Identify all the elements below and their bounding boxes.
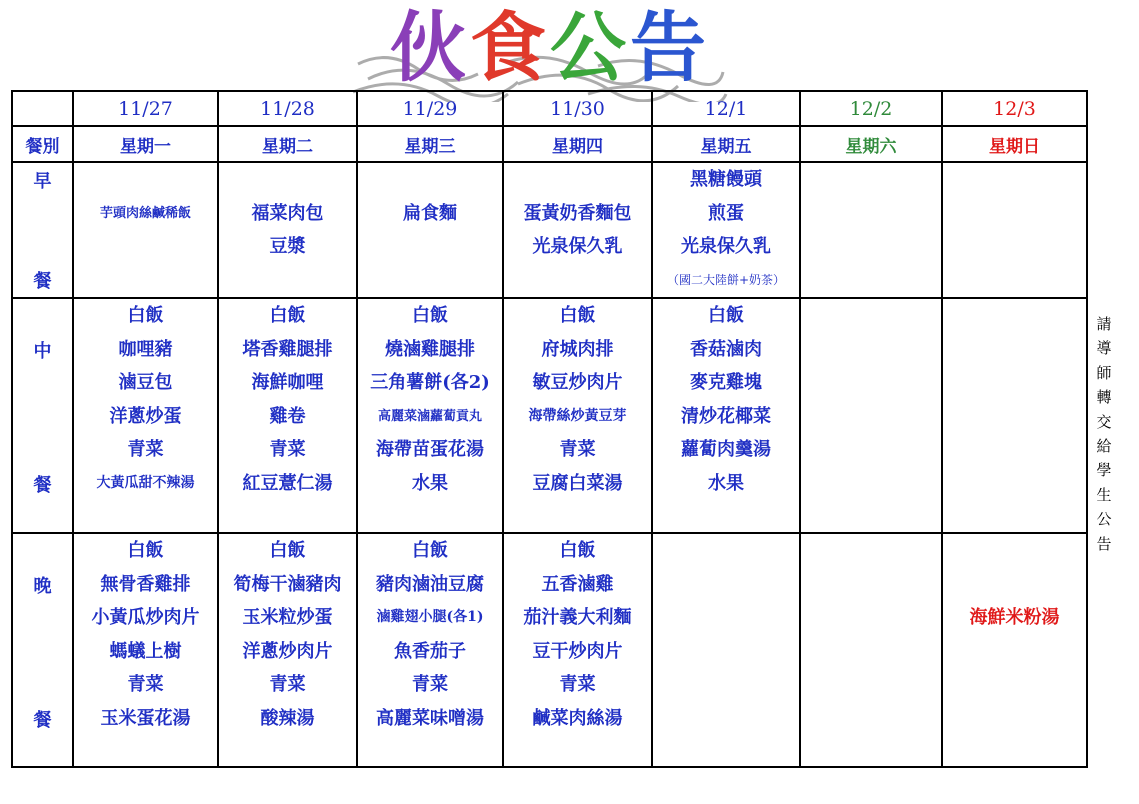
title-char: 食 bbox=[470, 3, 550, 92]
dinner-row bbox=[12, 533, 1087, 767]
menu-item: 洋蔥炒蛋 bbox=[109, 405, 182, 427]
menu-item: 豆腐白菜湯 bbox=[532, 472, 623, 494]
menu-cell-fri bbox=[652, 162, 800, 298]
menu-item: 燒滷雞腿排 bbox=[385, 338, 475, 360]
side-note-char: 學 bbox=[1096, 461, 1112, 480]
menu-cell-thu bbox=[503, 298, 652, 533]
menu-item: 麥克雞塊 bbox=[690, 372, 762, 393]
side-note-char: 告 bbox=[1096, 534, 1112, 553]
meal-schedule-table bbox=[11, 90, 1088, 768]
menu-item: 黑糖饅頭 bbox=[690, 169, 762, 190]
menu-item: 豆干炒肉片 bbox=[532, 640, 623, 662]
date-cell: 11/28 bbox=[218, 91, 357, 126]
breakfast-row bbox=[12, 162, 1087, 298]
menu-item: 茄汁義大利麵 bbox=[523, 607, 632, 628]
menu-item: 玉米蛋花湯 bbox=[100, 707, 191, 729]
menu-item-sunday-dinner: 海鮮米粉湯 bbox=[969, 607, 1060, 628]
meal-label-top: 晚 bbox=[33, 576, 52, 597]
corner-cell bbox=[12, 91, 73, 126]
menu-item: 塔香雞腿排 bbox=[242, 338, 333, 360]
menu-item: 芋頭肉絲鹹稀飯 bbox=[99, 205, 191, 221]
menu-cell-mon bbox=[73, 162, 218, 298]
menu-cell-sun bbox=[942, 298, 1087, 533]
side-note-char: 公 bbox=[1096, 510, 1112, 529]
side-note-char: 請 bbox=[1096, 315, 1112, 333]
menu-item bbox=[74, 163, 217, 197]
menu-item: 咖哩豬 bbox=[118, 338, 173, 360]
menu-item: 雞卷 bbox=[269, 405, 306, 427]
menu-cell-wed bbox=[357, 162, 503, 298]
menu-item: 豆漿 bbox=[269, 236, 306, 257]
meal-label-dinner bbox=[12, 533, 73, 767]
menu-cell-sat bbox=[800, 298, 942, 533]
menu-cell-fri bbox=[652, 298, 800, 533]
menu-item bbox=[943, 568, 1086, 602]
menu-item: 小黃瓜炒肉片 bbox=[91, 607, 200, 628]
menu-item-note: （國二大陸餅+奶茶） bbox=[666, 272, 786, 287]
menu-cell-sun bbox=[942, 162, 1087, 298]
menu-item: 青菜 bbox=[127, 439, 164, 460]
menu-cell-wed bbox=[357, 298, 503, 533]
page-title bbox=[390, 0, 710, 98]
menu-item: 魚香茄子 bbox=[394, 640, 466, 662]
menu-item: 滷豆包 bbox=[118, 372, 173, 393]
date-cell: 12/1 bbox=[652, 91, 800, 126]
menu-item: 福菜肉包 bbox=[251, 202, 324, 224]
menu-item: 豬肉滷油豆腐 bbox=[376, 573, 484, 595]
weekday-cell: 星期一 bbox=[73, 126, 218, 162]
meal-label-top: 中 bbox=[33, 341, 52, 362]
menu-item: 海帶絲炒黃豆芽 bbox=[528, 407, 627, 424]
menu-item bbox=[943, 534, 1086, 568]
date-row bbox=[12, 91, 1087, 126]
menu-item: 白飯 bbox=[269, 305, 306, 326]
menu-item: 蛋黃奶香麵包 bbox=[523, 202, 632, 224]
menu-cell-thu bbox=[503, 533, 652, 767]
menu-item: 水果 bbox=[412, 472, 448, 494]
weekday-cell-sunday: 星期日 bbox=[942, 126, 1087, 162]
menu-item: 扁食麵 bbox=[403, 202, 457, 224]
menu-item: 敏豆炒肉片 bbox=[532, 372, 623, 393]
side-note-char: 給 bbox=[1096, 437, 1112, 456]
menu-item: 白飯 bbox=[559, 540, 596, 561]
menu-item: 煎蛋 bbox=[708, 202, 744, 224]
title-char: 告 bbox=[630, 3, 710, 92]
menu-item: 白飯 bbox=[412, 305, 448, 326]
side-note-char: 師 bbox=[1096, 363, 1112, 382]
menu-cell-sun bbox=[942, 533, 1087, 767]
date-cell-saturday: 12/2 bbox=[800, 91, 942, 126]
menu-item: 螞蟻上樹 bbox=[109, 640, 182, 662]
menu-item: 蘿蔔肉羹湯 bbox=[681, 439, 771, 460]
menu-item: 青菜 bbox=[269, 439, 306, 460]
title-char: 伙 bbox=[390, 3, 470, 92]
title-char: 公 bbox=[550, 3, 630, 92]
menu-item: 海帶苗蛋花湯 bbox=[376, 439, 484, 460]
side-note-char: 導 bbox=[1096, 339, 1112, 358]
menu-item: 滷雞翅小腿(各1) bbox=[376, 609, 484, 625]
date-cell: 11/30 bbox=[503, 91, 652, 126]
menu-item bbox=[358, 163, 502, 197]
menu-item: 青菜 bbox=[559, 439, 596, 460]
menu-item: 白飯 bbox=[127, 305, 164, 326]
menu-item: 水果 bbox=[708, 472, 744, 494]
menu-cell-fri bbox=[652, 533, 800, 767]
meal-label-bottom: 餐 bbox=[33, 271, 52, 292]
side-note-char: 生 bbox=[1096, 485, 1112, 504]
side-note-char: 交 bbox=[1096, 412, 1112, 431]
weekday-cell: 星期二 bbox=[218, 126, 357, 162]
side-note-char: 轉 bbox=[1096, 388, 1112, 407]
menu-item: 白飯 bbox=[269, 540, 306, 561]
weekday-row bbox=[12, 126, 1087, 162]
menu-item: 三角薯餅(各2) bbox=[370, 372, 490, 393]
menu-item: 大黃瓜甜不辣湯 bbox=[96, 474, 195, 491]
menu-item: 清炒花椰菜 bbox=[681, 405, 771, 427]
menu-item: 玉米粒炒蛋 bbox=[242, 607, 333, 628]
menu-cell-sat bbox=[800, 162, 942, 298]
weekday-cell: 星期四 bbox=[503, 126, 652, 162]
menu-item: 光泉保久乳 bbox=[532, 236, 623, 257]
menu-cell-tue bbox=[218, 162, 357, 298]
menu-item bbox=[504, 163, 651, 197]
menu-item: 青菜 bbox=[412, 674, 448, 695]
menu-item: 府城肉排 bbox=[541, 338, 614, 360]
menu-item: 紅豆薏仁湯 bbox=[242, 472, 333, 494]
menu-item: 高麗菜滷蘿蔔貢丸 bbox=[377, 408, 482, 424]
menu-cell-mon bbox=[73, 298, 218, 533]
menu-item: 白飯 bbox=[708, 305, 744, 326]
menu-item: 青菜 bbox=[127, 674, 164, 695]
meal-label-breakfast bbox=[12, 162, 73, 298]
menu-item: 白飯 bbox=[559, 305, 596, 326]
menu-item: 香菇滷肉 bbox=[690, 338, 762, 360]
title-banner bbox=[340, 0, 740, 100]
side-note-vertical bbox=[1096, 312, 1112, 556]
menu-item: 白飯 bbox=[412, 540, 448, 561]
menu-item: 光泉保久乳 bbox=[681, 236, 771, 257]
menu-item: 洋蔥炒肉片 bbox=[242, 640, 333, 662]
menu-item: 青菜 bbox=[559, 674, 596, 695]
meal-label-bottom: 餐 bbox=[33, 710, 52, 731]
meal-label-bottom: 餐 bbox=[33, 475, 52, 496]
menu-cell-tue bbox=[218, 533, 357, 767]
menu-cell-wed bbox=[357, 533, 503, 767]
menu-item: 青菜 bbox=[269, 674, 306, 695]
date-cell: 11/27 bbox=[73, 91, 218, 126]
date-cell: 11/29 bbox=[357, 91, 503, 126]
weekday-cell: 星期三 bbox=[357, 126, 503, 162]
menu-item bbox=[219, 163, 356, 197]
menu-cell-mon bbox=[73, 533, 218, 767]
menu-item: 白飯 bbox=[127, 540, 164, 561]
date-cell-sunday: 12/3 bbox=[942, 91, 1087, 126]
menu-cell-thu bbox=[503, 162, 652, 298]
menu-cell-sat bbox=[800, 533, 942, 767]
menu-item: 筍梅干滷豬肉 bbox=[233, 573, 342, 595]
lunch-row bbox=[12, 298, 1087, 533]
meal-label-lunch bbox=[12, 298, 73, 533]
menu-item: 高麗菜味噌湯 bbox=[376, 707, 484, 729]
menu-item: 酸辣湯 bbox=[260, 707, 315, 729]
weekday-cell-saturday: 星期六 bbox=[800, 126, 942, 162]
menu-item: 五香滷雞 bbox=[541, 573, 614, 595]
menu-item: 海鮮咖哩 bbox=[251, 372, 324, 393]
menu-item: 無骨香雞排 bbox=[100, 573, 191, 595]
meal-label-top: 早 bbox=[33, 171, 52, 192]
meal-column-header: 餐別 bbox=[12, 126, 73, 162]
menu-cell-tue bbox=[218, 298, 357, 533]
menu-item: 鹹菜肉絲湯 bbox=[532, 707, 623, 729]
weekday-cell: 星期五 bbox=[652, 126, 800, 162]
